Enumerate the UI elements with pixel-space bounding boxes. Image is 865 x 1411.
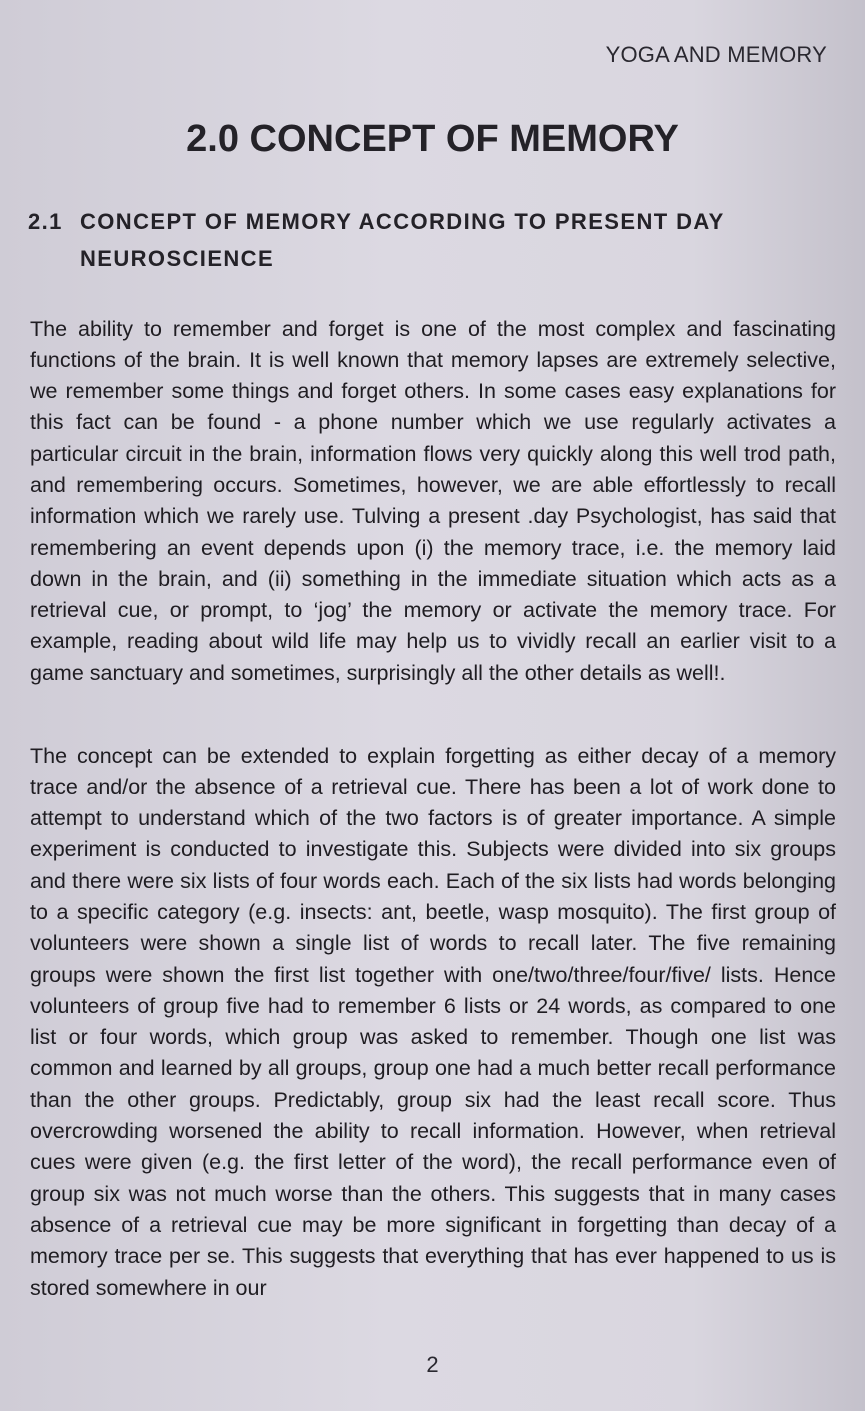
page-number: 2: [426, 1352, 439, 1377]
section-heading: [28, 203, 836, 277]
paragraph-2: The concept can be extended to explain forgetting as either decay of a memory trace and/or the absence of a retrieval cue. There has been a lot of work done to attempt to understand which of the two factors is of greater importance. A simple experiment is conducted to investigate this. Subjects were divided into six groups and there were six lists of four words each. Each of the six lists had words belonging to a specific category (e.g. insects: ant, beetle, wasp mosquito). The first group of volunteers were shown a single list of words to recall later. The five remaining groups were shown the first list together with one/two/three/four/five/ lists. Hence volunteers of group five had to remember 6 lists or 24 words, as compared to one list or four words, which group was asked to remember. Though one list was common and learned by all groups, group one had a much better recall performance than the other groups. Predictably, group six had the least recall score. Thus overcrowding worsened the ability to recall information. However, when retrieval cues were given (e.g. the first letter of the word), the recall performance even of group six was not much worse than the others. This suggests that in many cases absence of a retrieval cue may be more significant in forgetting than decay of a memory trace per se. This suggests that everything that has ever happened to us is stored somewhere in our: [30, 743, 836, 1300]
section-number: 2.1: [28, 209, 63, 234]
section-title-line-1: CONCEPT OF MEMORY ACCORDING TO PRESENT DAY: [80, 209, 725, 234]
section-title-line-2: NEUROSCIENCE: [80, 246, 275, 271]
paragraph-1: The ability to remember and forget is one of the most complex and fascinating functions of the brain. It is well known that memory lapses are extremely selective, we remember some things and forget others. In some cases easy explanations for this fact can be found - a phone number which we use regularly activates a particular circuit in the brain, information flows very quickly along this well trod path, and remembering occurs. Sometimes, however, we are able effortlessly to recall information which we rarely use. Tulving a present .day Psychologist, has said that remembering an event depends upon (i) the memory trace, i.e. the memory laid down in the brain, and (ii) something in the immediate situation which acts as a retrieval cue, or prompt, to ‘jog’ the memory or activate the memory trace. For example, reading about wild life may help us to vividly recall an earlier visit to a game sanctuary and sometimes, surprisingly all the other details as well!.: [30, 316, 836, 685]
chapter-title: 2.0 CONCEPT OF MEMORY: [186, 118, 679, 160]
running-header: YOGA AND MEMORY: [605, 42, 827, 67]
